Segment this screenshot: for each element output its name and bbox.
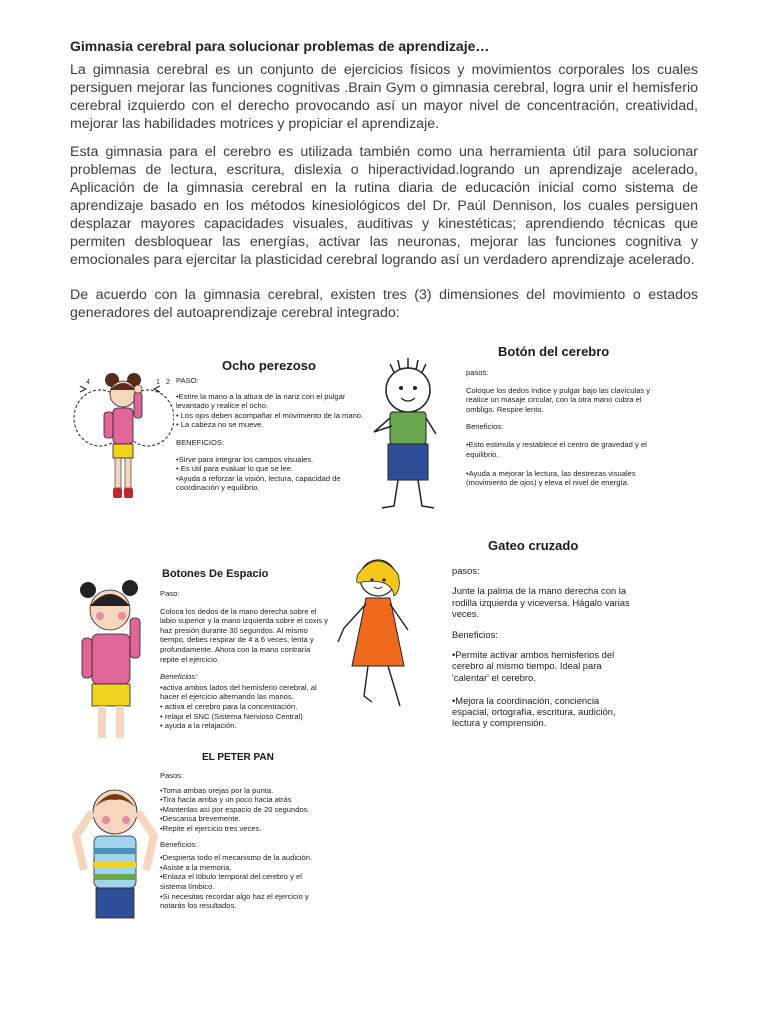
- card-paso-label: Paso:: [160, 589, 180, 598]
- card-paso-text: Junte la palma de la mano derecha con la rodilla izquierda y viceversa. Hágalo varias veces.: [452, 585, 630, 620]
- girl-lazy-eight-illustration: [70, 368, 174, 518]
- arrow-number-4: 4: [86, 379, 90, 386]
- boy-peter-pan-illustration: [70, 778, 160, 928]
- card-paso-label: pasos:: [452, 565, 480, 576]
- card-paso-text: Coloque los dedos índice y pulgar bajo las clavículas y realice un masaje circular, con la otra mano cubra el ombligo. Respire lento.: [466, 385, 651, 414]
- card-title: Gateo cruzado: [488, 538, 579, 553]
- card-title: EL PETER PAN: [202, 752, 274, 763]
- card-ocho-perezoso: [176, 358, 364, 493]
- card-paso-text: Coloca los dedos de la mano derecha sobre el labio superior y la mano izquierda sobre el coxis y haz presión durante 30 segundos. Al mismo tiempo, debes respirar de 4 a 6 veces, lenta y profundamente. Ahora con la mano contraria repite el ejercicio.: [160, 606, 328, 664]
- card-beneficios-label: Beneficios:: [160, 839, 198, 849]
- card-paso-text: •Toma ambas orejas por la punta. •Tira hacia arriba y un poco hacia atrás •Mantenlas así por espacio de 20 segundos. •Descansa brevemente. •Repite el ejercicio tres veces.: [160, 785, 310, 833]
- card-paso-label: PASO:: [176, 376, 199, 385]
- card-beneficios-text: •Permite activar ambos hemisferios del cerebro al mismo tiempo. Ideal para 'calentar' el cerebro. •Mejora la coordinación, conciencia espacial, ortografía, escritura, audición, lectura y comprensión.: [452, 649, 616, 729]
- card-beneficios-label: Beneficios:: [160, 672, 198, 682]
- girl-cross-crawl-illustration: [334, 556, 420, 716]
- paragraph-intro: La gimnasia cerebral es un conjunto de ejercicios físicos y movimientos corporales los cuales persiguen mejorar las funciones cognitivas .Brain Gym o gimnasia cerebral, logra unir el hemisferio cerebral izquierdo con el derecho provocando así un mayor nivel de concentración, creatividad, mejorar las habilidades motrices y propiciar el aprendizaje.: [70, 62, 698, 132]
- paragraph-dimensions: De acuerdo con la gimnasia cerebral, existen tres (3) dimensiones del movimiento o estados generadores del autoaprendizaje cerebral integrado:: [70, 287, 698, 321]
- card-peter-pan: [160, 752, 330, 911]
- card-title: Botones De Espacio: [162, 568, 269, 580]
- card-paso-label: Pasos:: [160, 771, 184, 780]
- card-boton-cerebro: [466, 344, 656, 488]
- paragraph-uses: Esta gimnasia para el cerebro es utilizada también como una herramienta útil para solucionar problemas de lectura, escritura, dislexia o hiperactividad.logrando un aprendizaje acelerado, Aplicación de la gimnasia cerebral en la rutina diaria de educación inicial como sistema de aprendizaje basado en los métodos kinesiológicos del Dr. Paúl Dennison, los cuales persiguen desplazar mayores capacidades visuales, auditivas y kinestéticas; aprendiendo técnicas que permiten desbloquear las energías, activar las neuronas, mejorar las funciones cognitiva y emocionales para ejercitar la plasticidad cerebral logrando así un verdadero aprendizaje acelerado.: [70, 144, 698, 268]
- card-gateo-cruzado: [452, 538, 632, 729]
- card-beneficios-label: Beneficios:: [466, 422, 504, 432]
- document-title: Gimnasia cerebral para solucionar problemas de aprendizaje…: [70, 38, 490, 54]
- card-paso-text: •Estire la mano a la altura de la nariz con el pulgar levantado y realice el ocho. • Los ojos deben acompañar el movimiento de la mano. • La cabeza no se mueve.: [176, 391, 364, 430]
- card-beneficios-text: •activa ambos lados del hemisferio cerebral, al hacer el ejercicio alternando las manos. • activa el cerebro para la concentración. • relaja el SNC (Sistema Nervioso Central) • ayuda a la relajación.: [160, 682, 317, 731]
- arrow-number-1: 1: [156, 379, 160, 386]
- boy-brain-button-illustration: [368, 356, 448, 516]
- arrow-number-2: 2: [166, 379, 170, 386]
- card-paso-label: pasos:: [466, 368, 489, 377]
- card-beneficios-text: •Despierta todo el mecanismo de la audición. •Asiste a la memoria. •Enlaza el lóbulo temporal del cerebro y el sistema límbico. •Si necesitas recordar algo haz el ejercicio y notarás los resultados.: [160, 853, 313, 911]
- card-title: Ocho perezoso: [222, 358, 316, 373]
- card-botones-espacio: [160, 568, 330, 731]
- card-beneficios-text: •Sirve para integrar los campos visuales. • Es útil para evaluar lo que se lee. •Ayuda a reforzar la visión, lectura, capacidad de coordinación y equilibrio.: [176, 454, 341, 493]
- card-beneficios-text: •Esto estimula y restablece el centro de gravedad y el equilibrio. •Ayuda a mejorar la lectura, las destrezas visuales (movimiento de ojos) y eleva el nivel de energía.: [466, 439, 647, 488]
- girl-space-buttons-illustration: [70, 578, 160, 746]
- card-title: Botón del cerebro: [498, 344, 610, 359]
- card-beneficios-label: BENEFICIOS:: [176, 437, 225, 447]
- card-beneficios-label: Beneficios:: [452, 628, 498, 640]
